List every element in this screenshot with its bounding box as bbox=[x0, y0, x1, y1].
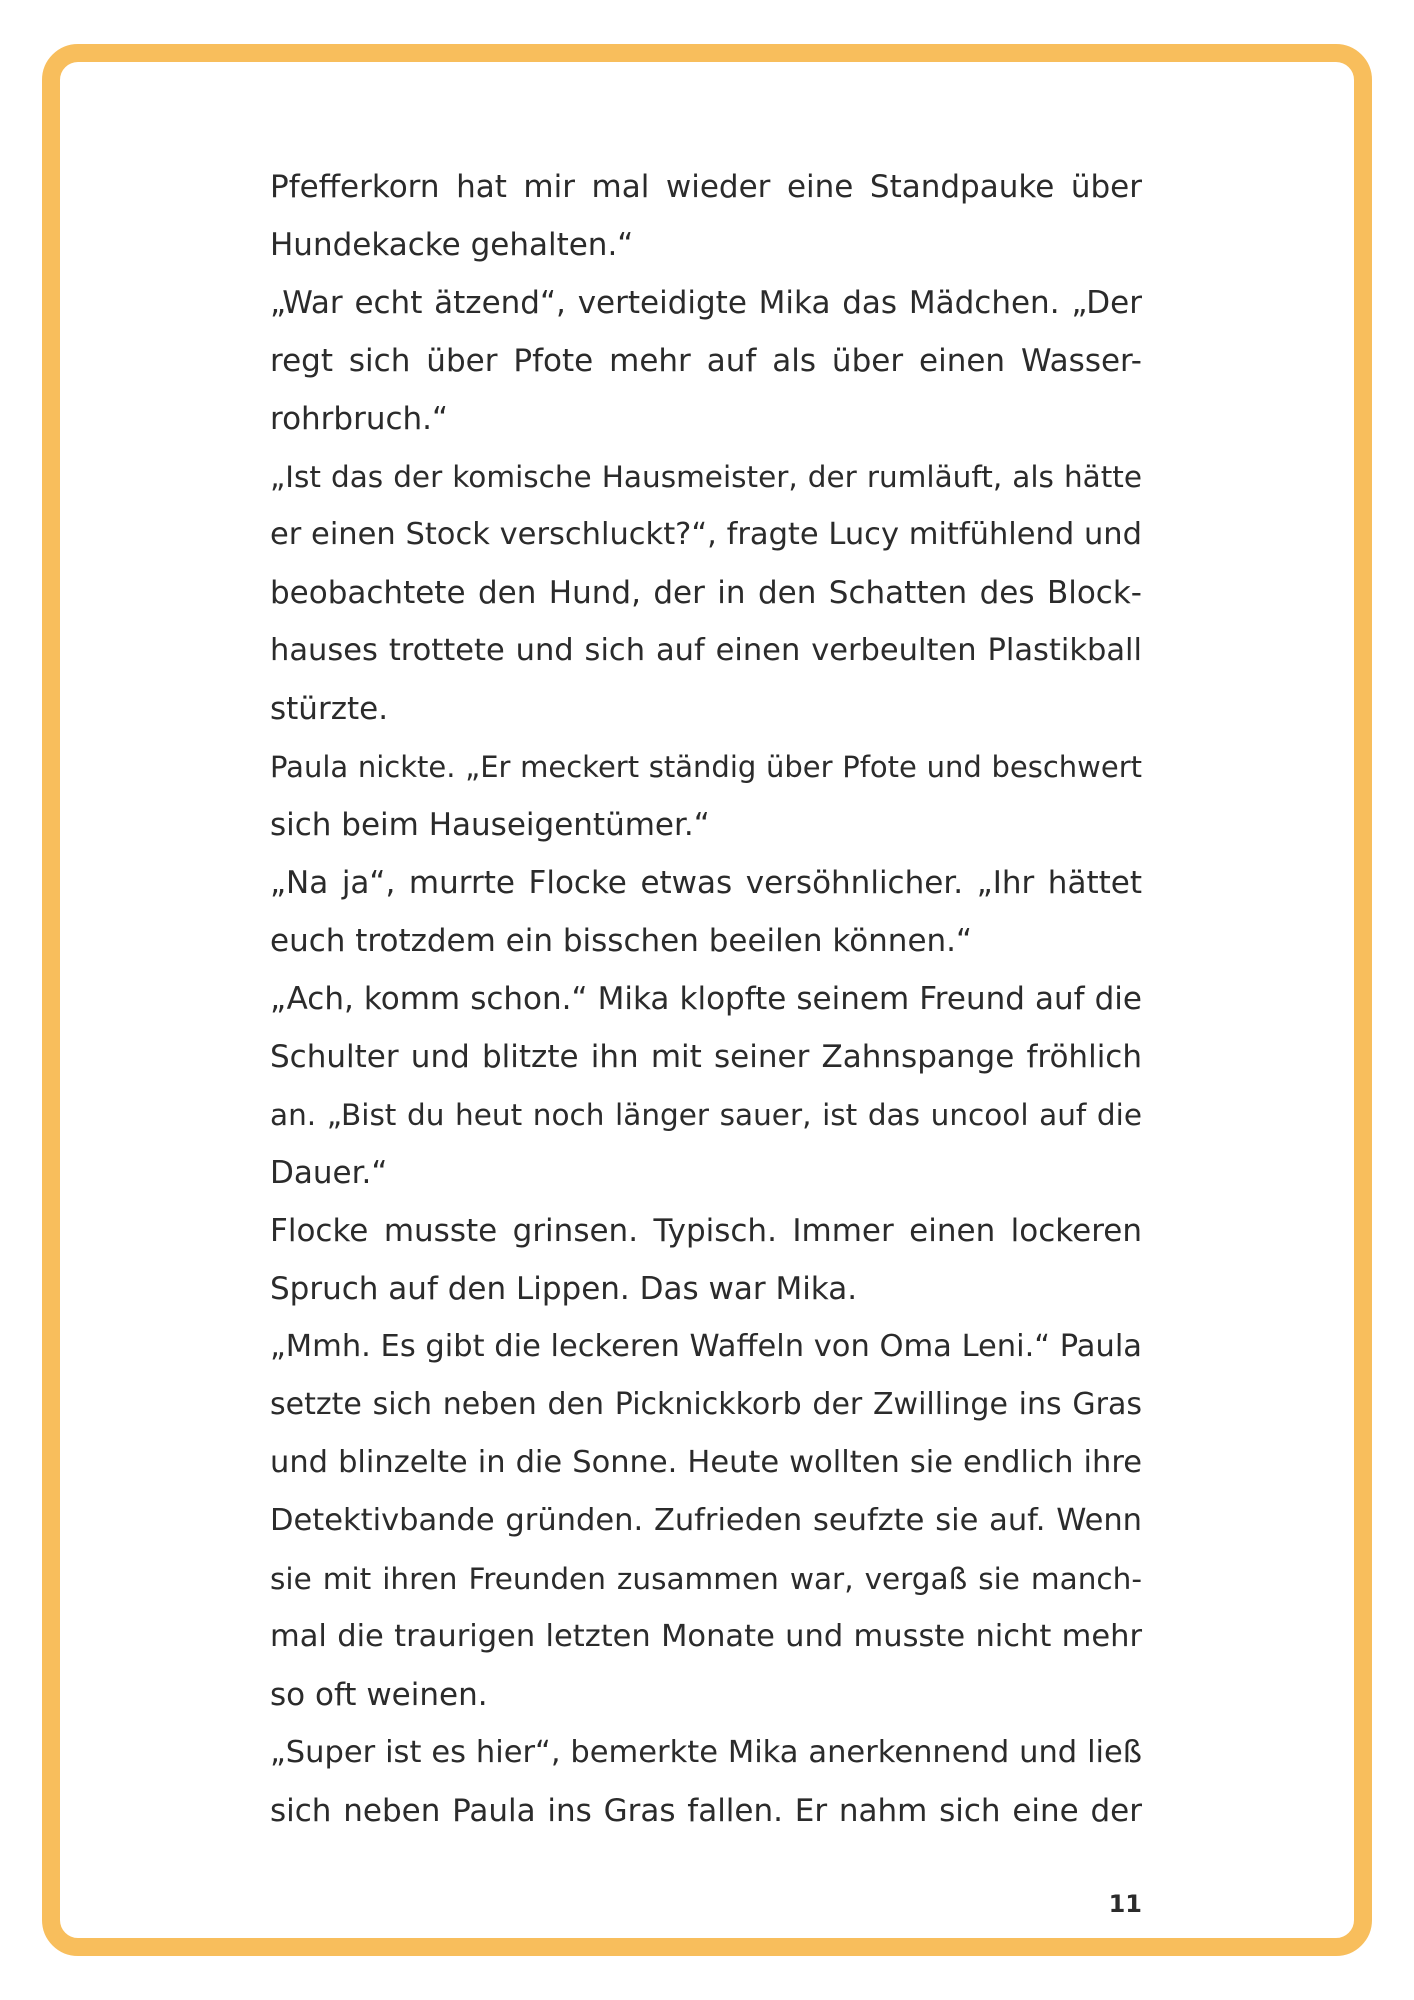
text-line: Schulter und blitzte ihn mit seiner Zahnspange fröhlich bbox=[270, 1039, 1142, 1075]
body-text bbox=[270, 158, 1142, 1840]
text-line: Dauer.“ bbox=[270, 1155, 388, 1191]
text-line: „Super ist es hier“, bemerkte Mika anerkennend und ließ bbox=[270, 1735, 1142, 1770]
text-line: und blinzelte in die Sonne. Heute wollten sie endlich ihre bbox=[270, 1445, 1142, 1480]
text-line: „Ach, komm schon.“ Mika klopfte seinem Freund auf die bbox=[270, 981, 1142, 1017]
text-line: Pfefferkorn hat mir mal wieder eine Standpauke über bbox=[270, 169, 1142, 205]
text-line: setzte sich neben den Picknickkorb der Zwillinge ins Gras bbox=[270, 1387, 1142, 1422]
text-line: „Ist das der komische Hausmeister, der rumläuft, als hätte bbox=[270, 460, 1142, 494]
text-line: hauses trottete und sich auf einen verbeulten Plastikball bbox=[270, 633, 1142, 668]
text-line: stürzte. bbox=[270, 691, 389, 727]
text-line: rohrbruch.“ bbox=[270, 401, 449, 437]
text-line: euch trotzdem ein bisschen beeilen können.“ bbox=[270, 923, 973, 959]
text-line: mal die traurigen letzten Monate und musste nicht mehr bbox=[270, 1619, 1142, 1654]
text-line: so oft weinen. bbox=[270, 1677, 488, 1713]
text-line: „Mmh. Es gibt die leckeren Waffeln von Oma Leni.“ Paula bbox=[270, 1329, 1142, 1364]
text-line: beobachtete den Hund, der in den Schatten des Block- bbox=[270, 575, 1142, 611]
page-number: 11 bbox=[1108, 1890, 1142, 1918]
text-line: sich neben Paula ins Gras fallen. Er nahm sich eine der bbox=[270, 1793, 1142, 1829]
text-line: sie mit ihren Freunden zusammen war, vergaß sie manch- bbox=[270, 1562, 1142, 1596]
text-line: er einen Stock verschluckt?“, fragte Lucy mitfühlend und bbox=[270, 517, 1142, 552]
text-line: „Na ja“, murrte Flocke etwas versöhnlicher. „Ihr hättet bbox=[270, 865, 1142, 901]
text-line: Flocke musste grinsen. Typisch. Immer einen lockeren bbox=[270, 1213, 1142, 1249]
text-line: Paula nickte. „Er meckert ständig über Pfote und beschwert bbox=[270, 750, 1142, 784]
text-line: „War echt ätzend“, verteidigte Mika das Mädchen. „Der bbox=[270, 285, 1142, 321]
text-line: regt sich über Pfote mehr auf als über einen Wasser- bbox=[270, 343, 1142, 379]
text-line: Detektivbande gründen. Zufrieden seufzte sie auf. Wenn bbox=[270, 1503, 1142, 1538]
text-line: sich beim Hauseigentümer.“ bbox=[270, 807, 710, 843]
text-line: an. „Bist du heut noch länger sauer, ist das uncool auf die bbox=[270, 1098, 1142, 1132]
text-line: Hundekacke gehalten.“ bbox=[270, 227, 634, 263]
text-line: Spruch auf den Lippen. Das war Mika. bbox=[270, 1271, 858, 1307]
